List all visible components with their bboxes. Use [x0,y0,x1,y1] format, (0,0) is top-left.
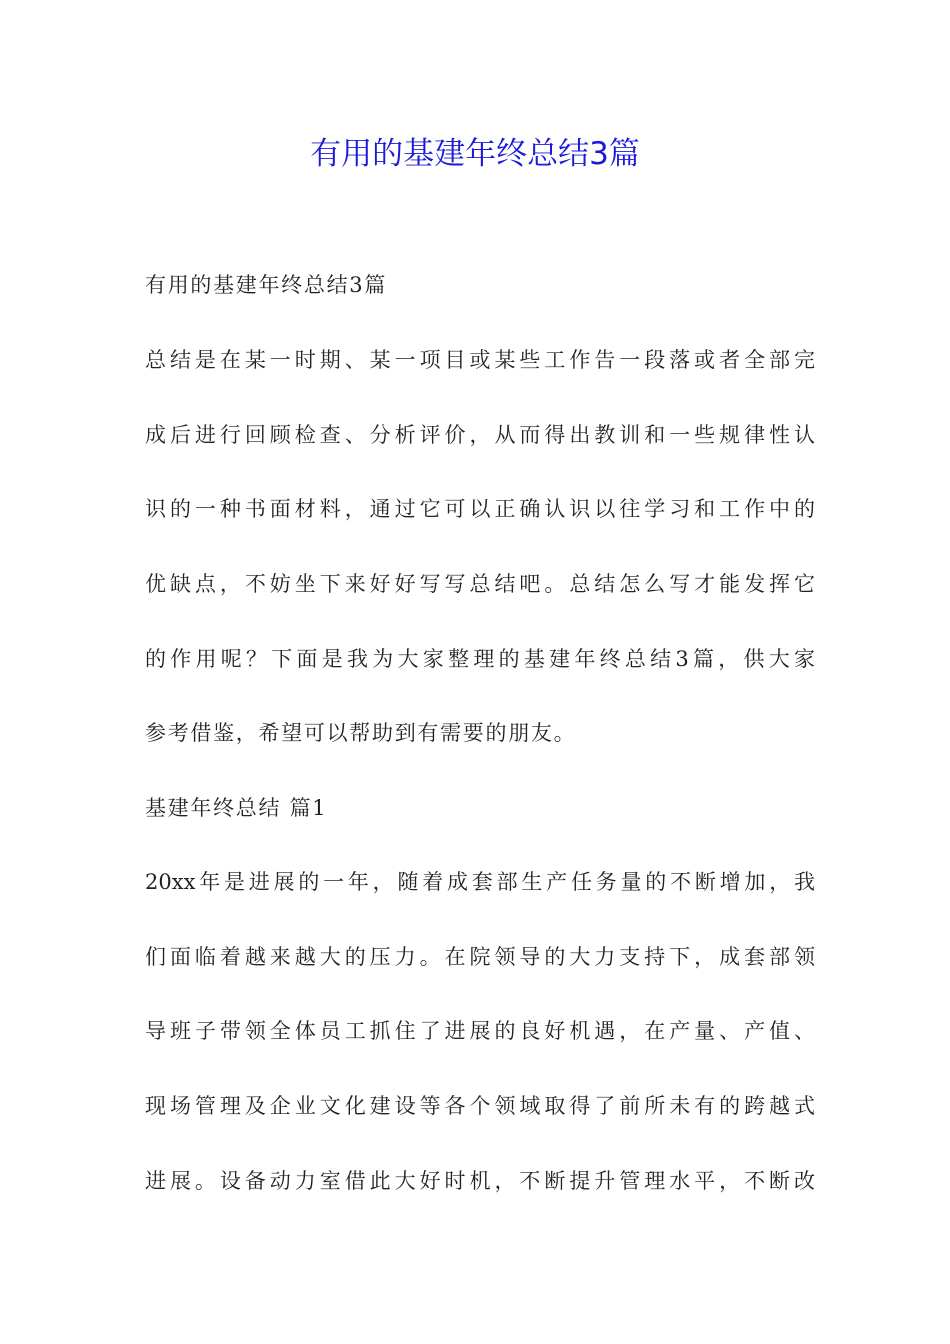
body-line: 参考借鉴，希望可以帮助到有需要的朋友。 [145,721,577,745]
body-line: 总结是在某一时期、某一项目或某些工作告一段落或者全部完 [145,348,815,372]
body-line: 识的一种书面材料，通过它可以正确认识以往学习和工作中的 [145,497,815,521]
body-line: 20xx年是进展的一年，随着成套部生产任务量的不断增加，我 [145,870,815,894]
body-line: 优缺点，不妨坐下来好好写写总结吧。总结怎么写才能发挥它 [145,572,815,596]
document-title: 有用的基建年终总结3篇 [310,136,640,172]
body-line: 的作用呢？下面是我为大家整理的基建年终总结3篇，供大家 [145,647,815,671]
body-line: 们面临着越来越大的压力。在院领导的大力支持下，成套部领 [145,945,815,969]
body-line: 进展。设备动力室借此大好时机，不断提升管理水平，不断改 [145,1169,815,1193]
section-heading: 基建年终总结 篇1 [145,796,328,820]
subtitle-line: 有用的基建年终总结3篇 [145,273,388,297]
body-line: 成后进行回顾检查、分析评价，从而得出教训和一些规律性认 [145,423,815,447]
body-line: 现场管理及企业文化建设等各个领域取得了前所未有的跨越式 [145,1094,815,1118]
body-line: 导班子带领全体员工抓住了进展的良好机遇，在产量、产值、 [145,1019,815,1043]
